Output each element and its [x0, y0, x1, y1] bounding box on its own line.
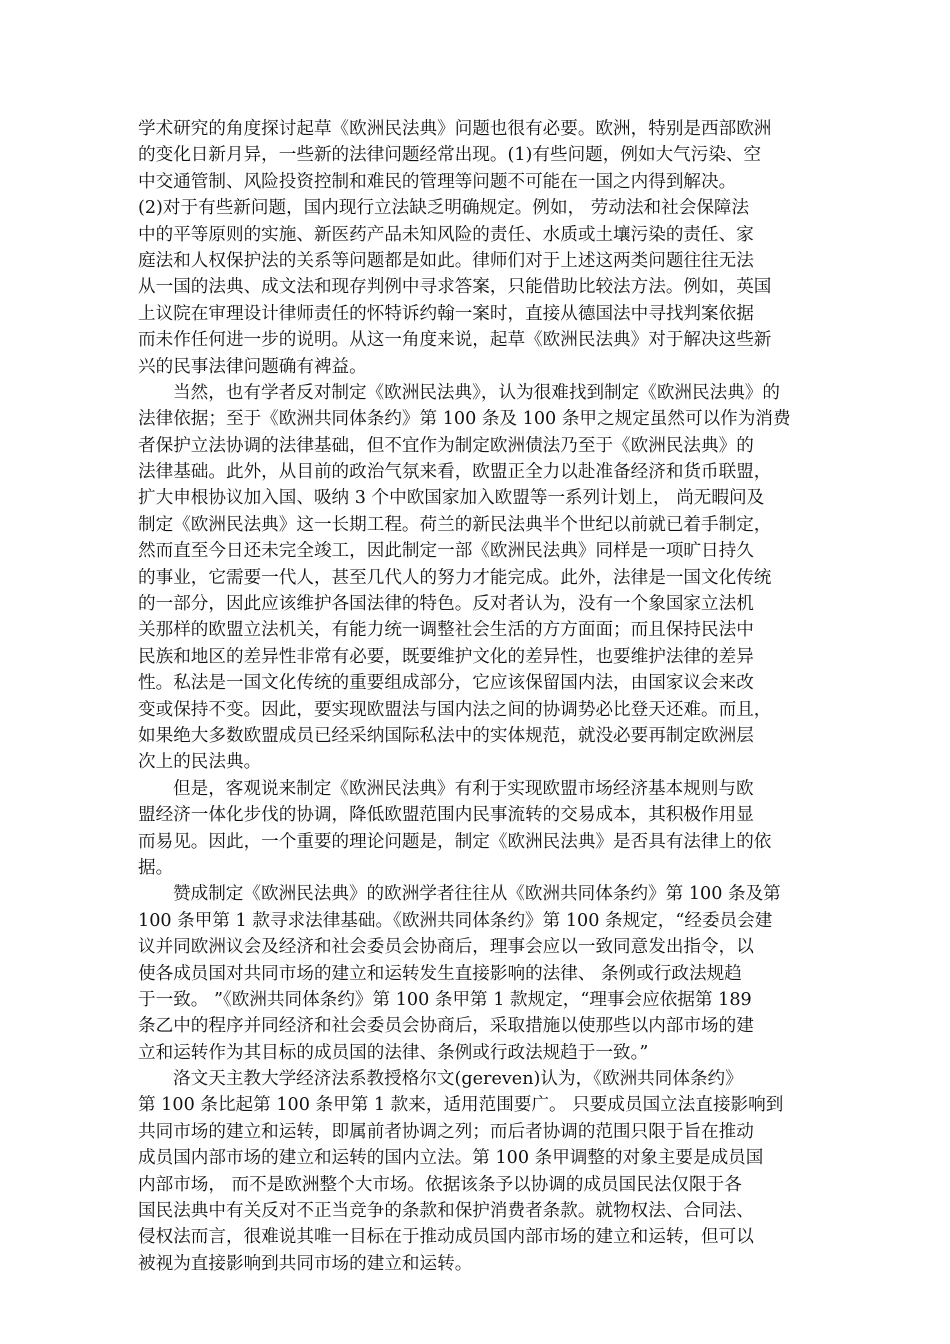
text-line: (2)对于有些新问题，国内现行立法缺乏明确规定。例如， 劳动法和社会保障法 [138, 198, 750, 219]
text-line: 法律基础。此外，从目前的政治气氛来看，欧盟正全力以赴准备经济和货币联盟， [138, 462, 772, 483]
text-line: 的事业，它需要一代人，甚至几代人的努力才能完成。此外，法律是一国文化传统 [138, 567, 772, 588]
text-line: 中的平等原则的实施、新医药产品未知风险的责任、水质或土壤污染的责任、家 [138, 224, 754, 245]
text-line: 国民法典中有关反对不正当竞争的条款和保护消费者条款。就物权法、合同法、 [138, 1201, 754, 1222]
text-line: 关那样的欧盟立法机关，有能力统一调整社会生活的方方面面；而且保持民法中 [138, 620, 754, 641]
text-line: 庭法和人权保护法的关系等问题都是如此。律师们对于上述这两类问题往往无法 [138, 250, 754, 271]
text-line: 次上的民法典。 [138, 752, 262, 773]
text-line: 中交通管制、风险投资控制和难民的管理等问题不可能在一国之内得到解决。 [138, 171, 737, 192]
text-line: 条乙中的程序并同经济和社会委员会协商后，采取措施以使那些以内部市场的建 [138, 1016, 754, 1037]
text-line: 第 100 条比起第 100 条甲第 1 款来，适用范围要广。 只要成员国立法直接影响到 [138, 1095, 784, 1116]
text-line: 据。 [138, 857, 174, 878]
text-line: 100 条甲第 1 款寻求法律基础。《欧洲共同体条约》第 100 条规定，“经委员会建 [138, 910, 773, 931]
text-line: 而未作任何进一步的说明。从这一角度来说，起草《欧洲民法典》对于解决这些新 [138, 330, 772, 351]
text-line: 被视为直接影响到共同市场的建立和运转。 [138, 1253, 473, 1274]
text-line: 侵权法而言，很难说其唯一目标在于推动成员国内部市场的建立和运转，但可以 [138, 1227, 754, 1248]
text-line: 性。私法是一国文化传统的重要组成部分，它应该保留国内法，由国家议会来改 [138, 673, 754, 694]
text-line: 如果绝大多数欧盟成员已经采纳国际私法中的实体规范，就没必要再制定欧洲层 [138, 725, 754, 746]
text-line: 共同市场的建立和运转，即属前者协调之列；而后者协调的范围只限于旨在推动 [138, 1121, 754, 1142]
text-line: 立和运转作为其目标的成员国的法律、条例或行政法规趋于一致。” [138, 1042, 649, 1063]
text-line: 当然，也有学者反对制定《欧洲民法典》，认为很难找到制定《欧洲民法典》的 [173, 382, 780, 403]
text-line: 从一国的法典、成文法和现存判例中寻求答案，只能借助比较法方法。例如，英国 [138, 277, 772, 298]
text-line: 赞成制定《欧洲民法典》的欧洲学者往往从《欧洲共同体条约》第 100 条及第 [173, 884, 781, 905]
document-page [138, 116, 816, 1277]
text-line: 使各成员国对共同市场的建立和运转发生直接影响的法律、 条例或行政法规趋 [138, 963, 742, 984]
text-line: 而易见。因此，一个重要的理论问题是，制定《欧洲民法典》是否具有法律上的依 [138, 831, 772, 852]
text-line: 的一部分，因此应该维护各国法律的特色。反对者认为，没有一个象国家立法机 [138, 594, 754, 615]
text-line: 法律依据；至于《欧洲共同体条约》第 100 条及 100 条甲之规定虽然可以作为消费 [138, 409, 791, 430]
text-line: 上议院在审理设计律师责任的怀特诉约翰一案时，直接从德国法中寻找判案依据 [138, 303, 754, 324]
text-line: 的变化日新月异，一些新的法律问题经常出现。(1)有些问题，例如大气污染、空 [138, 145, 762, 166]
text-line: 但是，客观说来制定《欧洲民法典》有利于实现欧盟市场经济基本规则与欧 [173, 778, 754, 799]
text-line: 变或保持不变。因此，要实现欧盟法与国内法之间的协调势必比登天还难。而且， [138, 699, 772, 720]
text-line: 于一致。 ”《欧洲共同体条约》第 100 条甲第 1 款规定，“理事会应依据第 189 [138, 989, 752, 1010]
text-line: 学术研究的角度探讨起草《欧洲民法典》问题也很有必要。欧洲，特别是西部欧洲 [138, 119, 772, 139]
text-line: 民族和地区的差异性非常有必要，既要维护文化的差异性，也要维护法律的差异 [138, 646, 754, 667]
text-line: 议并同欧洲议会及经济和社会委员会协商后，理事会应以一致同意发出指令，以 [138, 937, 754, 958]
text-line: 然而直至今日还未完全竣工，因此制定一部《欧洲民法典》同样是一项旷日持久 [138, 541, 754, 562]
text-line: 制定《欧洲民法典》这一长期工程。荷兰的新民法典半个世纪以前就已着手制定， [138, 514, 772, 535]
text-line: 者保护立法协调的法律基础，但不宜作为制定欧洲债法乃至于《欧洲民法典》的 [138, 435, 754, 456]
text-line: 扩大申根协议加入国、吸纳 3 个中欧国家加入欧盟等一系列计划上， 尚无暇问及 [138, 488, 765, 509]
text-line: 盟经济一体化步伐的协调，降低欧盟范围内民事流转的交易成本，其积极作用显 [138, 805, 754, 826]
text-line: 洛文天主教大学经济法系教授格尔文(gereven)认为，《欧洲共同体条约》 [173, 1069, 743, 1090]
text-line: 内部市场， 而不是欧洲整个大市场。依据该条予以协调的成员国民法仅限于各 [138, 1174, 742, 1195]
text-line: 成员国内部市场的建立和运转的国内立法。第 100 条甲调整的对象主要是成员国 [138, 1148, 764, 1169]
text-line: 兴的民事法律问题确有裨益。 [138, 356, 367, 377]
